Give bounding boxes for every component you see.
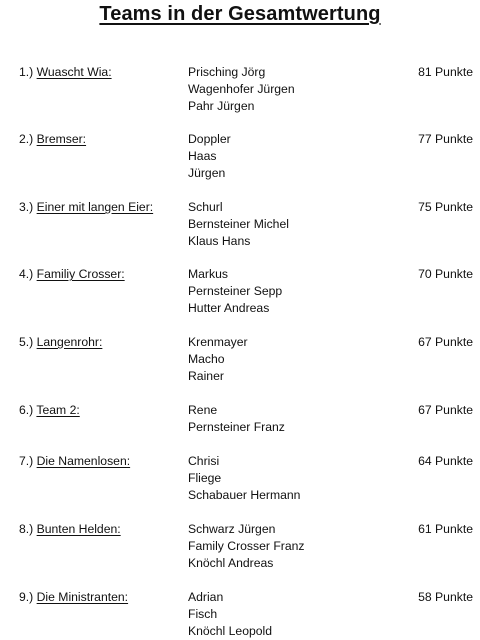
team-points: 67 Punkte bbox=[418, 403, 473, 417]
member-name: Prisching Jörg bbox=[188, 65, 266, 79]
team-members bbox=[188, 199, 289, 250]
team-points: 81 Punkte bbox=[418, 65, 473, 79]
member-name: Jürgen bbox=[188, 166, 226, 180]
member-name: Pernsteiner Franz bbox=[188, 420, 285, 434]
member-name: Family Crosser Franz bbox=[188, 539, 305, 553]
team-rank-label bbox=[19, 131, 86, 148]
page-title: Teams in der Gesamtwertung bbox=[99, 3, 381, 25]
member-name: Schabauer Hermann bbox=[188, 488, 301, 502]
member-name: Haas bbox=[188, 149, 217, 163]
team-rank-label bbox=[19, 402, 80, 419]
member-name: Bernsteiner Michel bbox=[188, 217, 289, 231]
team-rank-label bbox=[19, 521, 121, 538]
team-name: Team 2: bbox=[36, 403, 80, 417]
member-name: Hutter Andreas bbox=[188, 301, 270, 315]
rank-number: 6.) bbox=[19, 403, 34, 417]
team-points: 67 Punkte bbox=[418, 335, 473, 349]
rank-number: 1.) bbox=[19, 65, 34, 79]
team-rank-label bbox=[19, 64, 112, 81]
team-name: Bremser: bbox=[36, 132, 87, 146]
team-points: 77 Punkte bbox=[418, 132, 473, 146]
team-members bbox=[188, 521, 304, 572]
member-name: Wagenhofer Jürgen bbox=[188, 82, 295, 96]
team-name: Familiy Crosser: bbox=[36, 267, 125, 281]
member-name: Pahr Jürgen bbox=[188, 99, 255, 113]
team-rank-label bbox=[19, 589, 128, 606]
team-members bbox=[188, 131, 231, 182]
member-name: Macho bbox=[188, 352, 225, 366]
member-name: Rainer bbox=[188, 369, 224, 383]
rank-number: 4.) bbox=[19, 267, 34, 281]
rank-number: 3.) bbox=[19, 200, 34, 214]
rank-number: 5.) bbox=[19, 335, 34, 349]
team-points: 70 Punkte bbox=[418, 267, 473, 281]
team-rank-label bbox=[19, 334, 102, 351]
member-name: Rene bbox=[188, 403, 218, 417]
member-name: Schwarz Jürgen bbox=[188, 522, 276, 536]
team-rank-label bbox=[19, 266, 125, 283]
member-name: Pernsteiner Sepp bbox=[188, 284, 283, 298]
member-name: Schurl bbox=[188, 200, 223, 214]
member-name: Fisch bbox=[188, 607, 218, 621]
team-name: Die Ministranten: bbox=[36, 590, 129, 604]
rank-number: 7.) bbox=[19, 454, 34, 468]
team-members bbox=[188, 589, 272, 640]
team-name: Langenrohr: bbox=[36, 335, 103, 349]
team-rank-label bbox=[19, 199, 153, 216]
team-members bbox=[188, 402, 285, 436]
rank-number: 8.) bbox=[19, 522, 34, 536]
member-name: Fliege bbox=[188, 471, 222, 485]
team-members bbox=[188, 453, 300, 504]
member-name: Klaus Hans bbox=[188, 234, 251, 248]
member-name: Knöchl Andreas bbox=[188, 556, 274, 570]
team-name: Wuascht Wia: bbox=[36, 65, 112, 79]
rank-number: 9.) bbox=[19, 590, 34, 604]
member-name: Knöchl Leopold bbox=[188, 624, 273, 638]
team-points: 75 Punkte bbox=[418, 200, 473, 214]
team-points: 61 Punkte bbox=[418, 522, 473, 536]
team-members bbox=[188, 334, 248, 385]
team-points: 58 Punkte bbox=[418, 590, 473, 604]
member-name: Doppler bbox=[188, 132, 231, 146]
team-members bbox=[188, 64, 295, 115]
member-name: Krenmayer bbox=[188, 335, 248, 349]
member-name: Chrisi bbox=[188, 454, 220, 468]
team-members bbox=[188, 266, 282, 317]
member-name: Markus bbox=[188, 267, 228, 281]
team-name: Bunten Helden: bbox=[36, 522, 121, 536]
team-points: 64 Punkte bbox=[418, 454, 473, 468]
rank-number: 2.) bbox=[19, 132, 34, 146]
member-name: Adrian bbox=[188, 590, 224, 604]
team-name: Einer mit langen Eier: bbox=[36, 200, 154, 214]
team-name: Die Namenlosen: bbox=[36, 454, 131, 468]
team-rank-label bbox=[19, 453, 130, 470]
